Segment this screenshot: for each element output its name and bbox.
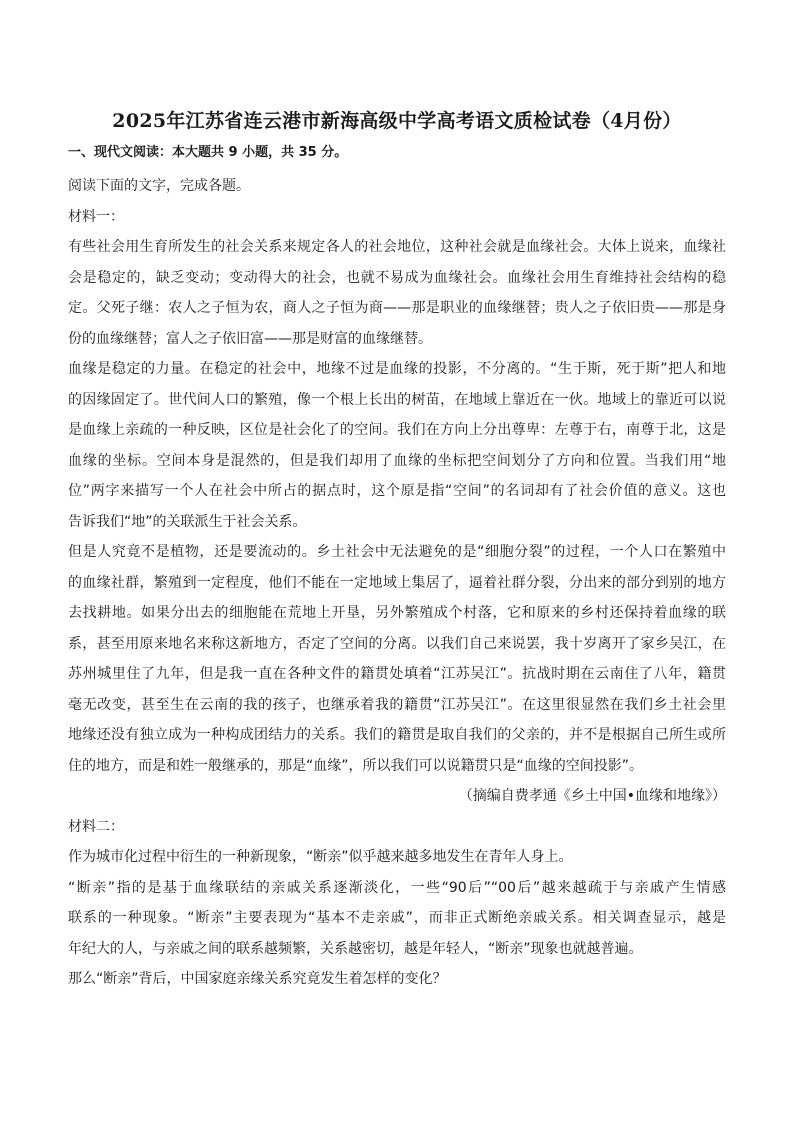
text-line: 毫无改变，甚至生在云南的我的孩子，也继承着我的籍贯“江苏吴江”。在这里很显然在我们乡土社会里 xyxy=(68,696,726,713)
text-line: 去找耕地。如果分出去的细胞能在荒地上开垦，另外繁殖成个村落，它和原来的乡村还保持着血缘的联 xyxy=(68,605,726,621)
text-line: “断亲”指的是基于血缘联结的亲戚关系逐渐淡化，一些“90后”“00后”越来越疏于与亲戚产生情感 xyxy=(68,879,726,896)
text-line: 定。父死子继：农人之子恒为农，商人之子恒为商——那是职业的血缘继替；贵人之子依旧贵——那是身 xyxy=(68,300,726,316)
text-line: 系，甚至用原来地名来称这新地方，否定了空间的分离。以我们自己来说罢，我十岁离开了家乡吴江，在 xyxy=(68,635,726,652)
text-line: 位”两字来描写一个人在社会中所占的据点时，这个原是指“空间”的名词却有了社会价值的意义。这也 xyxy=(68,483,726,499)
text-line: 份的血缘继替；富人之子依旧富——那是财富的血缘继替。 xyxy=(68,330,432,347)
material1-body xyxy=(68,232,726,781)
material1-label: 材料一： xyxy=(68,208,124,225)
material2-label: 材料二： xyxy=(68,818,124,835)
text-line: 会是稳定的，缺乏变动；变动得大的社会，也就不易成为血缘社会。血缘社会用生育维持社会结构的稳 xyxy=(68,269,726,286)
text-line: 的血缘社群，繁殖到一定程度，他们不能在一定地域上集居了，逼着社群分裂，分出来的部分到别的地方 xyxy=(68,574,726,591)
text-line: 但是人究竟不是植物，还是要流动的。乡土社会中无法避免的是“细胞分裂”的过程，一个人口在繁殖中 xyxy=(68,544,726,560)
text-line: 是血缘上亲疏的一种反映，区位是社会化了的空间。我们在方向上分出尊卑：左尊于右，南尊于北，这是 xyxy=(68,422,726,438)
text-line: 告诉我们“地”的关联派生于社会关系。 xyxy=(68,513,307,530)
text-line: 苏州城里住了九年，但是我一直在各种文件的籍贯处填着“江苏吴江”。抗战时期在云南住了八年，籍贯 xyxy=(68,666,726,682)
material1-source: （摘编自费孝通《乡土中国•血缘和地缘》） xyxy=(458,788,726,804)
instruction-text: 阅读下面的文字，完成各题。 xyxy=(68,178,250,194)
material2-body xyxy=(68,842,726,995)
section-header: 一、现代文阅读：本大题共 9 小题，共 35 分。 xyxy=(68,145,348,160)
text-line: 联系的一种现象。“断亲”主要表现为“基本不走亲戚”，而非正式断绝亲戚关系。相关调查显示，越是 xyxy=(68,910,726,926)
text-line: 血缘的坐标。空间本身是混然的，但是我们却用了血缘的坐标把空间划分了方向和位置。当我们用“地 xyxy=(68,452,726,469)
text-line: 作为城市化过程中衍生的一种新现象，“断亲”似乎越来越多地发生在青年人身上。 xyxy=(68,849,573,865)
text-line: 住的地方，而是和姓一般继承的，那是“血缘”，所以我们可以说籍贯只是“血缘的空间投影”。 xyxy=(68,757,644,774)
text-line: 有些社会用生育所发生的社会关系来规定各人的社会地位，这种社会就是血缘社会。大体上说来，血缘社 xyxy=(68,239,726,255)
text-line: 的因缘固定了。世代间人口的繁殖，像一个根上长出的树苗，在地域上靠近在一伙。地域上的靠近可以说 xyxy=(68,391,726,408)
text-line: 血缘是稳定的力量。在稳定的社会中，地缘不过是血缘的投影，不分离的。“生于斯，死于斯”把人和地 xyxy=(68,361,726,377)
text-line: 那么“断亲”背后，中国家庭亲缘关系究竟发生着怎样的变化？ xyxy=(68,971,447,987)
exam-title: 2025年江苏省连云港市新海高级中学高考语文质检试卷（4月份） xyxy=(112,110,682,132)
text-line: 地缘还没有独立成为一种构成团结力的关系。我们的籍贯是取自我们的父亲的，并不是根据自己所生或所 xyxy=(68,727,726,743)
text-line: 年纪大的人，与亲戚之间的联系越频繁，关系越密切，越是年轻人，“断亲”现象也就越普遍。 xyxy=(68,940,643,957)
exam-page xyxy=(68,96,726,995)
